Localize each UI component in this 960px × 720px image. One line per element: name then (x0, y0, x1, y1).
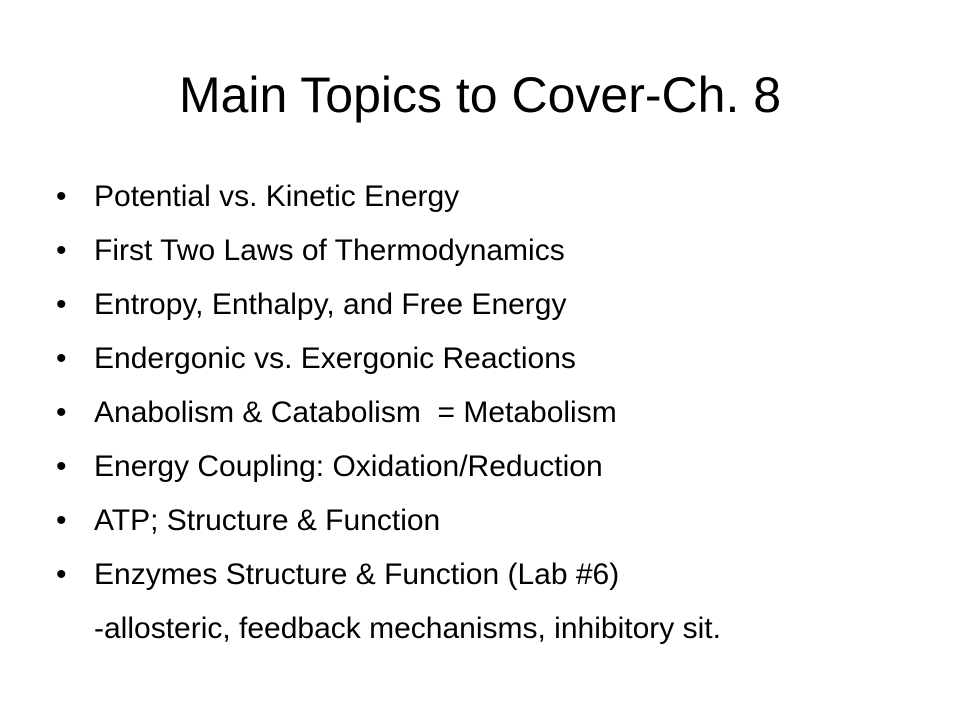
topic-label: Endergonic vs. Exergonic Reactions (94, 342, 576, 375)
topic-label: ATP; Structure & Function (94, 504, 441, 537)
bullet-icon: • (56, 504, 67, 537)
topic-item (56, 386, 721, 440)
bullet-icon: • (56, 396, 67, 429)
topic-label: Enzymes Structure & Function (Lab #6) (94, 558, 620, 591)
topic-item (56, 170, 721, 224)
topic-label: Energy Coupling: Oxidation/Reduction (94, 450, 603, 483)
bullet-icon: • (56, 180, 67, 213)
bullet-icon: • (56, 288, 67, 321)
topic-label: First Two Laws of Thermodynamics (94, 234, 565, 267)
bullet-icon: • (56, 558, 67, 591)
topic-item (56, 278, 721, 332)
topic-item (56, 440, 721, 494)
topic-item (56, 224, 721, 278)
bullet-icon: • (56, 450, 67, 483)
topic-list (56, 170, 721, 656)
topic-subitem: -allosteric, feedback mechanisms, inhibitory sit. (94, 612, 721, 645)
slide-title: Main Topics to Cover-Ch. 8 (178, 67, 782, 123)
topic-label: Entropy, Enthalpy, and Free Energy (94, 288, 567, 321)
topic-item (56, 494, 721, 548)
topic-item (56, 332, 721, 386)
topic-label: Anabolism & Catabolism = Metabolism (94, 396, 617, 429)
bullet-icon: • (56, 342, 67, 375)
topic-item (56, 548, 721, 602)
topic-label: Potential vs. Kinetic Energy (94, 180, 460, 213)
bullet-icon: • (56, 234, 67, 267)
